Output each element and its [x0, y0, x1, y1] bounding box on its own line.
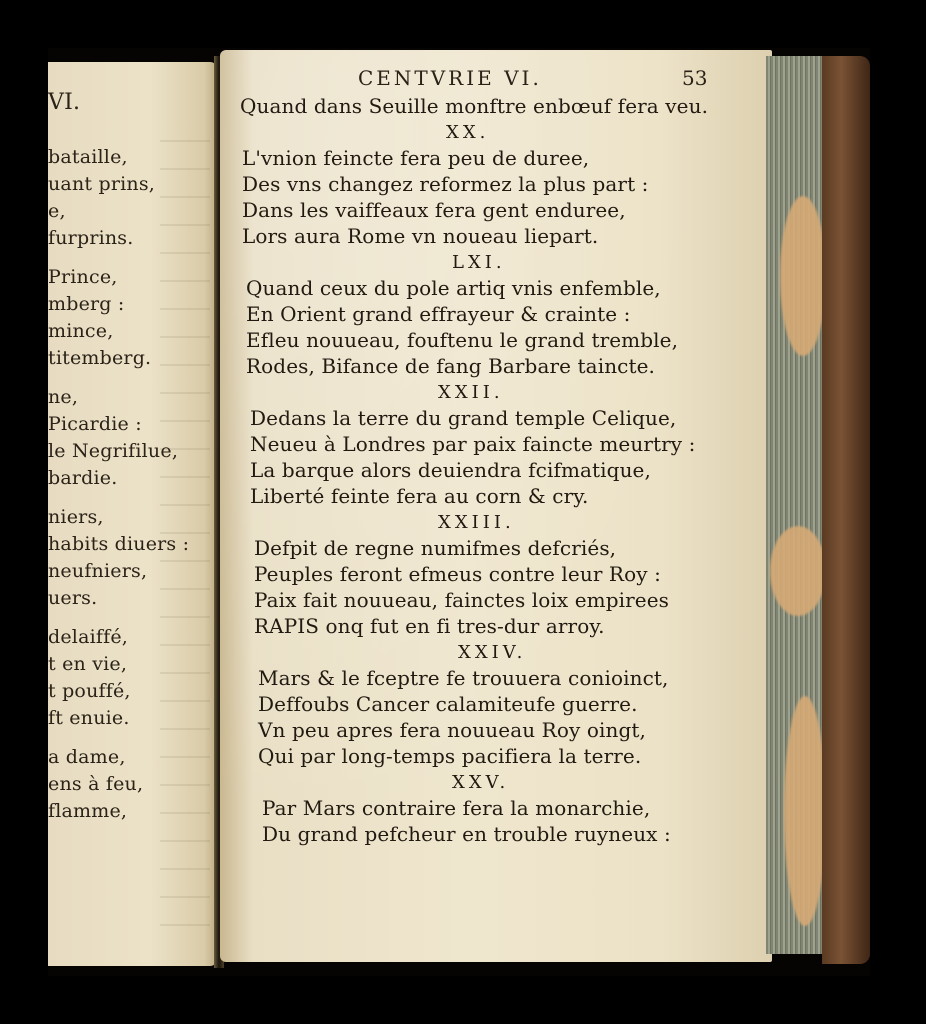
left-page	[48, 62, 218, 966]
verse-line: Rodes, Bifance de fang Barbare taincte.	[246, 354, 656, 378]
left-page-line: ft enuie.	[48, 707, 130, 729]
left-page-line: flamme,	[48, 800, 128, 822]
left-page-line: delaiffé,	[48, 626, 129, 648]
verse-line: Liberté feinte fera au corn & cry.	[250, 484, 589, 508]
verse-line: Neueu à Londres par paix faincte meurtry :	[250, 432, 696, 456]
left-page-line: niers,	[48, 506, 104, 528]
verse-line: En Orient grand effrayeur & crainte :	[246, 302, 631, 326]
verse-line: Du grand pefcheur en trouble ruyneux :	[262, 822, 671, 846]
stain	[784, 696, 826, 926]
verse-line: Lors aura Rome vn noueau liepart.	[242, 224, 599, 248]
left-page-line: ens à feu,	[48, 773, 144, 795]
page-number: 53	[682, 66, 708, 90]
quatrain-number: XXV.	[452, 772, 510, 793]
left-page-line: a dame,	[48, 746, 126, 768]
left-page-line: mince,	[48, 320, 114, 342]
verse-line: Peuples feront efmeus contre leur Roy :	[254, 562, 661, 586]
left-page-line: t en vie,	[48, 653, 128, 675]
book-scan	[48, 48, 870, 976]
verse-line: Deffoubs Cancer calamiteufe guerre.	[258, 692, 638, 716]
carry-over-line: Quand dans Seuille monftre enbœuf fera veu.	[240, 94, 709, 118]
left-page-header: VI.	[48, 90, 81, 115]
quatrain-number: LXI.	[452, 252, 506, 273]
left-page-line: ne,	[48, 386, 79, 408]
left-page-line: uers.	[48, 587, 98, 609]
verse-line: Dans les vaiffeaux fera gent enduree,	[242, 198, 626, 222]
bleed-through-text	[160, 122, 210, 942]
verse-line: Des vns changez reformez la plus part :	[242, 172, 649, 196]
left-page-line: furprins.	[48, 227, 134, 249]
quatrain-number: XXIII.	[438, 512, 515, 533]
left-page-line: le Negrifilue,	[48, 440, 179, 462]
left-page-line: Picardie :	[48, 413, 142, 435]
left-page-line: bardie.	[48, 467, 118, 489]
left-page-line: uant prins,	[48, 173, 156, 195]
page-edges	[766, 56, 826, 954]
stain	[770, 526, 826, 616]
verse-line: Quand ceux du pole artiq vnis enfemble,	[246, 276, 661, 300]
left-page-line: mberg :	[48, 293, 125, 315]
left-page-line: titemberg.	[48, 347, 152, 369]
running-head: CENTVRIE VI.	[358, 66, 542, 90]
right-page	[220, 50, 772, 962]
left-page-line: e,	[48, 200, 66, 222]
left-page-line: neufniers,	[48, 560, 148, 582]
left-page-line: bataille,	[48, 146, 128, 168]
quatrain-number: XX.	[446, 122, 490, 143]
left-page-line: t pouffé,	[48, 680, 131, 702]
verse-line: RAPIS onq fut en fi tres-dur arroy.	[254, 614, 605, 638]
verse-line: Mars & le fceptre fe trouuera conioinct,	[258, 666, 669, 690]
left-page-line: Prince,	[48, 266, 118, 288]
verse-line: Qui par long-temps pacifiera la terre.	[258, 744, 642, 768]
left-page-line: habits diuers :	[48, 533, 190, 555]
quatrain-number: XXIV.	[458, 642, 527, 663]
verse-line: La barque alors deuiendra fcifmatique,	[250, 458, 651, 482]
quatrain-number: XXII.	[438, 382, 504, 403]
verse-line: Par Mars contraire fera la monarchie,	[262, 796, 651, 820]
page-header	[220, 60, 772, 90]
verse-line: L'vnion feincte fera peu de duree,	[242, 146, 590, 170]
stain	[780, 196, 826, 356]
verse-line: Dedans la terre du grand temple Celique,	[250, 406, 677, 430]
verse-line: Vn peu apres fera nouueau Roy oingt,	[258, 718, 646, 742]
verse-line: Paix fait nouueau, fainctes loix empirees	[254, 588, 670, 612]
verse-line: Defpit de regne numifmes defcriés,	[254, 536, 617, 560]
book-cover	[822, 56, 870, 964]
verse-line: Efleu nouueau, fouftenu le grand tremble,	[246, 328, 679, 352]
